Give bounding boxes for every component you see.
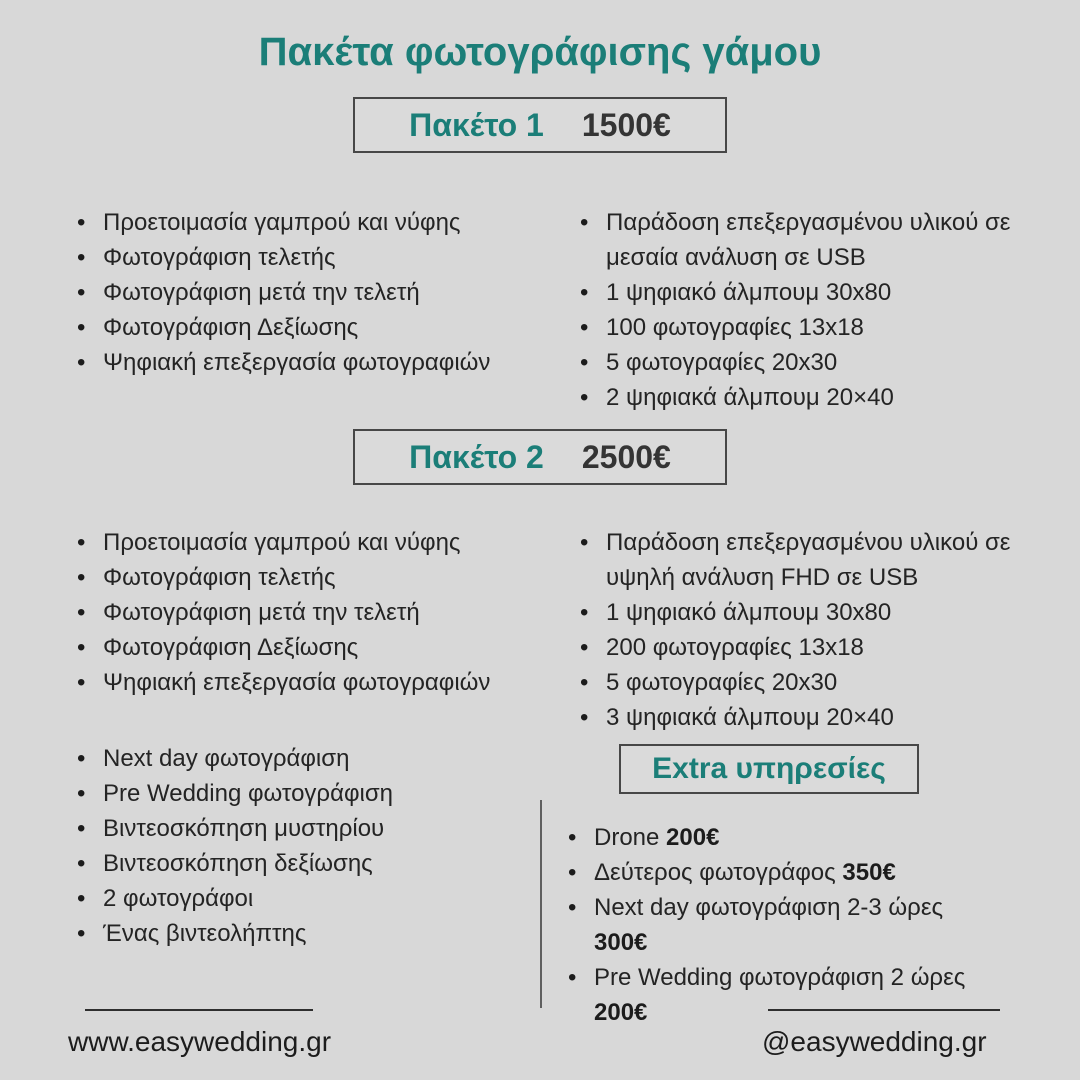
bullet-icon: • xyxy=(77,815,86,842)
list-item-text: 2 φωτογράφοι xyxy=(103,885,254,912)
vertical-divider xyxy=(540,800,542,1008)
list-item-text: Φωτογράφιση μετά την τελετή xyxy=(103,599,420,626)
package2-left-list xyxy=(77,525,543,700)
bullet-icon: • xyxy=(77,564,86,591)
bullet-icon: • xyxy=(77,244,86,271)
footer-website: www.easywedding.gr xyxy=(68,1026,332,1057)
bullet-icon: • xyxy=(77,279,86,306)
bullet-icon: • xyxy=(580,209,589,236)
bullet-icon: • xyxy=(77,669,86,696)
footer-divider-left xyxy=(85,1009,313,1011)
extra-service-label: Next day φωτογράφιση 2-3 ώρες xyxy=(594,894,944,921)
bullet-icon: • xyxy=(77,745,86,772)
list-item xyxy=(77,916,543,951)
bullet-icon: • xyxy=(580,279,589,306)
bullet-icon: • xyxy=(580,704,589,731)
list-item-text: 100 φωτογραφίες 13x18 xyxy=(606,314,864,341)
list-item xyxy=(77,846,543,881)
list-item xyxy=(77,310,543,345)
package1-name: Πακέτο 1 xyxy=(409,106,544,143)
list-item-text xyxy=(594,960,1000,1030)
extra-service-price: 200€ xyxy=(666,824,720,851)
list-item-text: 5 φωτογραφίες 20x30 xyxy=(606,349,838,376)
list-item xyxy=(77,741,543,776)
list-item xyxy=(580,525,1046,595)
bullet-icon: • xyxy=(580,314,589,341)
list-item xyxy=(77,345,543,380)
list-item-text: Βιντεοσκόπηση δεξίωσης xyxy=(103,850,373,877)
extra-service-label: Δεύτερος φωτογράφος xyxy=(594,859,836,886)
list-item xyxy=(77,811,543,846)
bullet-icon: • xyxy=(580,529,589,556)
list-item xyxy=(77,665,543,700)
bullet-icon: • xyxy=(568,824,577,851)
extras-title: Extra υπηρεσίες xyxy=(652,752,886,785)
list-item xyxy=(568,960,1000,1030)
list-item xyxy=(77,630,543,665)
list-item xyxy=(77,595,543,630)
bullet-icon: • xyxy=(77,209,86,236)
bullet-icon: • xyxy=(568,894,577,921)
bullet-icon: • xyxy=(580,384,589,411)
list-item-text: Φωτογράφιση μετά την τελετή xyxy=(103,279,420,306)
bullet-icon: • xyxy=(580,669,589,696)
list-item-text: Βιντεοσκόπηση μυστηρίου xyxy=(103,815,385,842)
list-item-text: Pre Wedding φωτογράφιση xyxy=(103,780,394,807)
list-item-text: 2 ψηφιακά άλμπουμ 20×40 xyxy=(606,384,894,411)
bullet-icon: • xyxy=(77,920,86,947)
bullet-icon: • xyxy=(580,349,589,376)
list-item-text: 3 ψηφιακά άλμπουμ 20×40 xyxy=(606,704,894,731)
package1-price: 1500€ xyxy=(581,106,671,143)
list-item xyxy=(77,205,543,240)
bullet-icon: • xyxy=(77,349,86,376)
bullet-icon: • xyxy=(77,850,86,877)
list-item-text xyxy=(594,820,1000,855)
footer-divider-right xyxy=(768,1009,1000,1011)
list-item-text: Ψηφιακή επεξεργασία φωτογραφιών xyxy=(103,349,491,376)
extra-service-price: 300€ xyxy=(594,929,648,956)
list-item-text: Προετοιμασία γαμπρού και νύφης xyxy=(103,209,461,236)
list-item-text: Next day φωτογράφιση xyxy=(103,745,350,772)
list-item xyxy=(568,890,1000,960)
list-item xyxy=(580,630,1046,665)
extras-list xyxy=(568,820,1000,1030)
extra-service-price: 200€ xyxy=(594,999,648,1026)
extras-header-box xyxy=(619,744,919,794)
list-item-text xyxy=(594,890,1000,960)
list-item xyxy=(580,310,1046,345)
list-item-text: Φωτογράφιση τελετής xyxy=(103,244,336,271)
bullet-icon: • xyxy=(77,634,86,661)
list-item xyxy=(580,380,1046,415)
extra-service-label: Drone xyxy=(594,824,660,851)
page-title: Πακέτα φωτογράφισης γάμου xyxy=(258,30,822,74)
bullet-icon: • xyxy=(580,599,589,626)
package2-price: 2500€ xyxy=(581,438,671,475)
bullet-icon: • xyxy=(77,780,86,807)
list-item-text: Φωτογράφιση Δεξίωσης xyxy=(103,314,359,341)
list-item xyxy=(77,881,543,916)
list-item-text: 1 ψηφιακό άλμπουμ 30x80 xyxy=(606,279,892,306)
list-item xyxy=(77,560,543,595)
bullet-icon: • xyxy=(77,529,86,556)
package2-right-list xyxy=(580,525,1046,735)
extra-service-price: 350€ xyxy=(842,859,896,886)
list-item-text: Παράδοση επεξεργασμένου υλικού σε υψηλή ανάλυση FHD σε USB xyxy=(606,529,1011,591)
list-item xyxy=(568,855,1000,890)
package1-left-list xyxy=(77,205,543,380)
bullet-icon: • xyxy=(568,964,577,991)
list-item-text: Παράδοση επεξεργασμένου υλικού σε μεσαία ανάλυση σε USB xyxy=(606,209,1011,271)
package2-name: Πακέτο 2 xyxy=(409,438,544,475)
package2-additional-list xyxy=(77,741,543,951)
list-item-text: Φωτογράφιση τελετής xyxy=(103,564,336,591)
footer-social-handle: @easywedding.gr xyxy=(762,1026,987,1057)
list-item-text xyxy=(594,855,1000,890)
list-item-text: Ένας βιντεολήπτης xyxy=(103,920,307,947)
bullet-icon: • xyxy=(77,314,86,341)
list-item xyxy=(580,275,1046,310)
list-item xyxy=(77,525,543,560)
list-item-text: 200 φωτογραφίες 13x18 xyxy=(606,634,864,661)
list-item-text: 5 φωτογραφίες 20x30 xyxy=(606,669,838,696)
package2-header-box xyxy=(353,429,727,485)
list-item xyxy=(580,700,1046,735)
list-item-text: Ψηφιακή επεξεργασία φωτογραφιών xyxy=(103,669,491,696)
bullet-icon: • xyxy=(77,885,86,912)
bullet-icon: • xyxy=(568,859,577,886)
list-item xyxy=(77,240,543,275)
extra-service-label: Pre Wedding φωτογράφιση 2 ώρες xyxy=(594,964,966,991)
list-item-text: Προετοιμασία γαμπρού και νύφης xyxy=(103,529,461,556)
package1-header-box xyxy=(353,97,727,153)
list-item xyxy=(580,665,1046,700)
list-item-text: Φωτογράφιση Δεξίωσης xyxy=(103,634,359,661)
bullet-icon: • xyxy=(77,599,86,626)
list-item xyxy=(77,776,543,811)
list-item xyxy=(568,820,1000,855)
list-item xyxy=(77,275,543,310)
list-item xyxy=(580,345,1046,380)
list-item xyxy=(580,595,1046,630)
list-item-text: 1 ψηφιακό άλμπουμ 30x80 xyxy=(606,599,892,626)
bullet-icon: • xyxy=(580,634,589,661)
list-item xyxy=(580,205,1046,275)
package1-right-list xyxy=(580,205,1046,415)
